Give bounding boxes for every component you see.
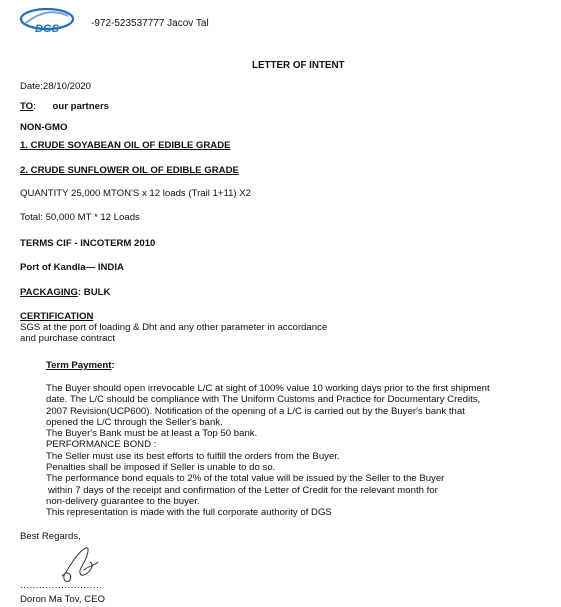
performance-bond-heading: PERFORMANCE BOND : [46,439,157,451]
term-payment-body [46,383,490,519]
payment-line: non-delivery guarantee to the buyer. [46,495,200,507]
payment-line: The Buyer should open irrevocable L/C at sight of 100% value 10 working days prior to the first shipment [46,383,490,394]
product-2: 2. CRUDE SUNFLOWER OIL OF EDIBLE GRADE [20,165,239,176]
to-line [20,101,109,112]
packaging-label: PACKAGING [20,287,78,298]
packaging-value: : BULK [77,287,111,298]
term-payment-heading-suffix: : [111,360,115,371]
certification-line: SGS at the port of loading & Dht and any other parameter in accordance [20,322,328,333]
total-line: Total: 50,000 MT * 12 Loads [20,212,140,223]
packaging-line [20,287,110,298]
quantity-line: QUANTITY 25,000 MTON'S x 12 loads (Trail 1+11) X2 [20,188,252,199]
product-1: 1. CRUDE SOYABEAN OIL OF EDIBLE GRADE [20,140,231,151]
payment-line: date. The L/C should be compliance with The Uniform Customs and Practice for Documentary Credits, [46,394,481,406]
signature-line: .......................... [20,580,103,591]
to-colon: : [33,101,36,112]
certification-heading: CERTIFICATION [20,311,94,322]
document-title: LETTER OF INTENT [252,60,345,71]
non-gmo-label: NON-GMO [20,122,68,133]
payment-line: Penalties shall be imposed if Seller is unable to do so. [46,462,276,474]
to-label: TO [20,101,34,112]
terms-line: TERMS CIF - INCOTERM 2010 [20,238,156,249]
signer-name: Doron Ma Tov, CEO [20,594,105,605]
payment-line: opened the L/C through the Seller's bank. [46,416,223,428]
port-line: Port of Kandla— INDIA [20,262,124,273]
logo-text: DGS [35,23,59,34]
payment-line: The performance bond equals to 2% of the total value will be issued by the Seller to the Buyer [46,473,445,485]
payment-line: The Buyer's Bank must be at least a Top 50 bank. [46,428,258,440]
certification-line: and purchase contract [20,333,115,345]
payment-line: within 7 days of the receipt and confirmation of the Letter of Credit for the relevant month for [48,484,438,496]
certification-text [20,322,327,345]
term-payment-heading-line [46,360,115,371]
header-contact: -972-523537777 Jacov Tal [91,18,209,29]
payment-line: 2007 Revision(UCP600). Notification of the opening of a L/C is carried out by the Buyer's bank that [46,405,465,417]
payment-line: The Seller must use its best efforts to fulfill the orders from the Buyer. [46,450,340,462]
payment-line: This representation is made with the full corporate authority of DGS [46,507,332,519]
letter-date: Date:28/10/2020 [20,81,91,92]
closing-text: Best Regards, [20,531,81,542]
dgs-logo [18,8,76,34]
term-payment-heading: Term Payment [46,360,112,371]
to-value: our partners [52,101,110,112]
